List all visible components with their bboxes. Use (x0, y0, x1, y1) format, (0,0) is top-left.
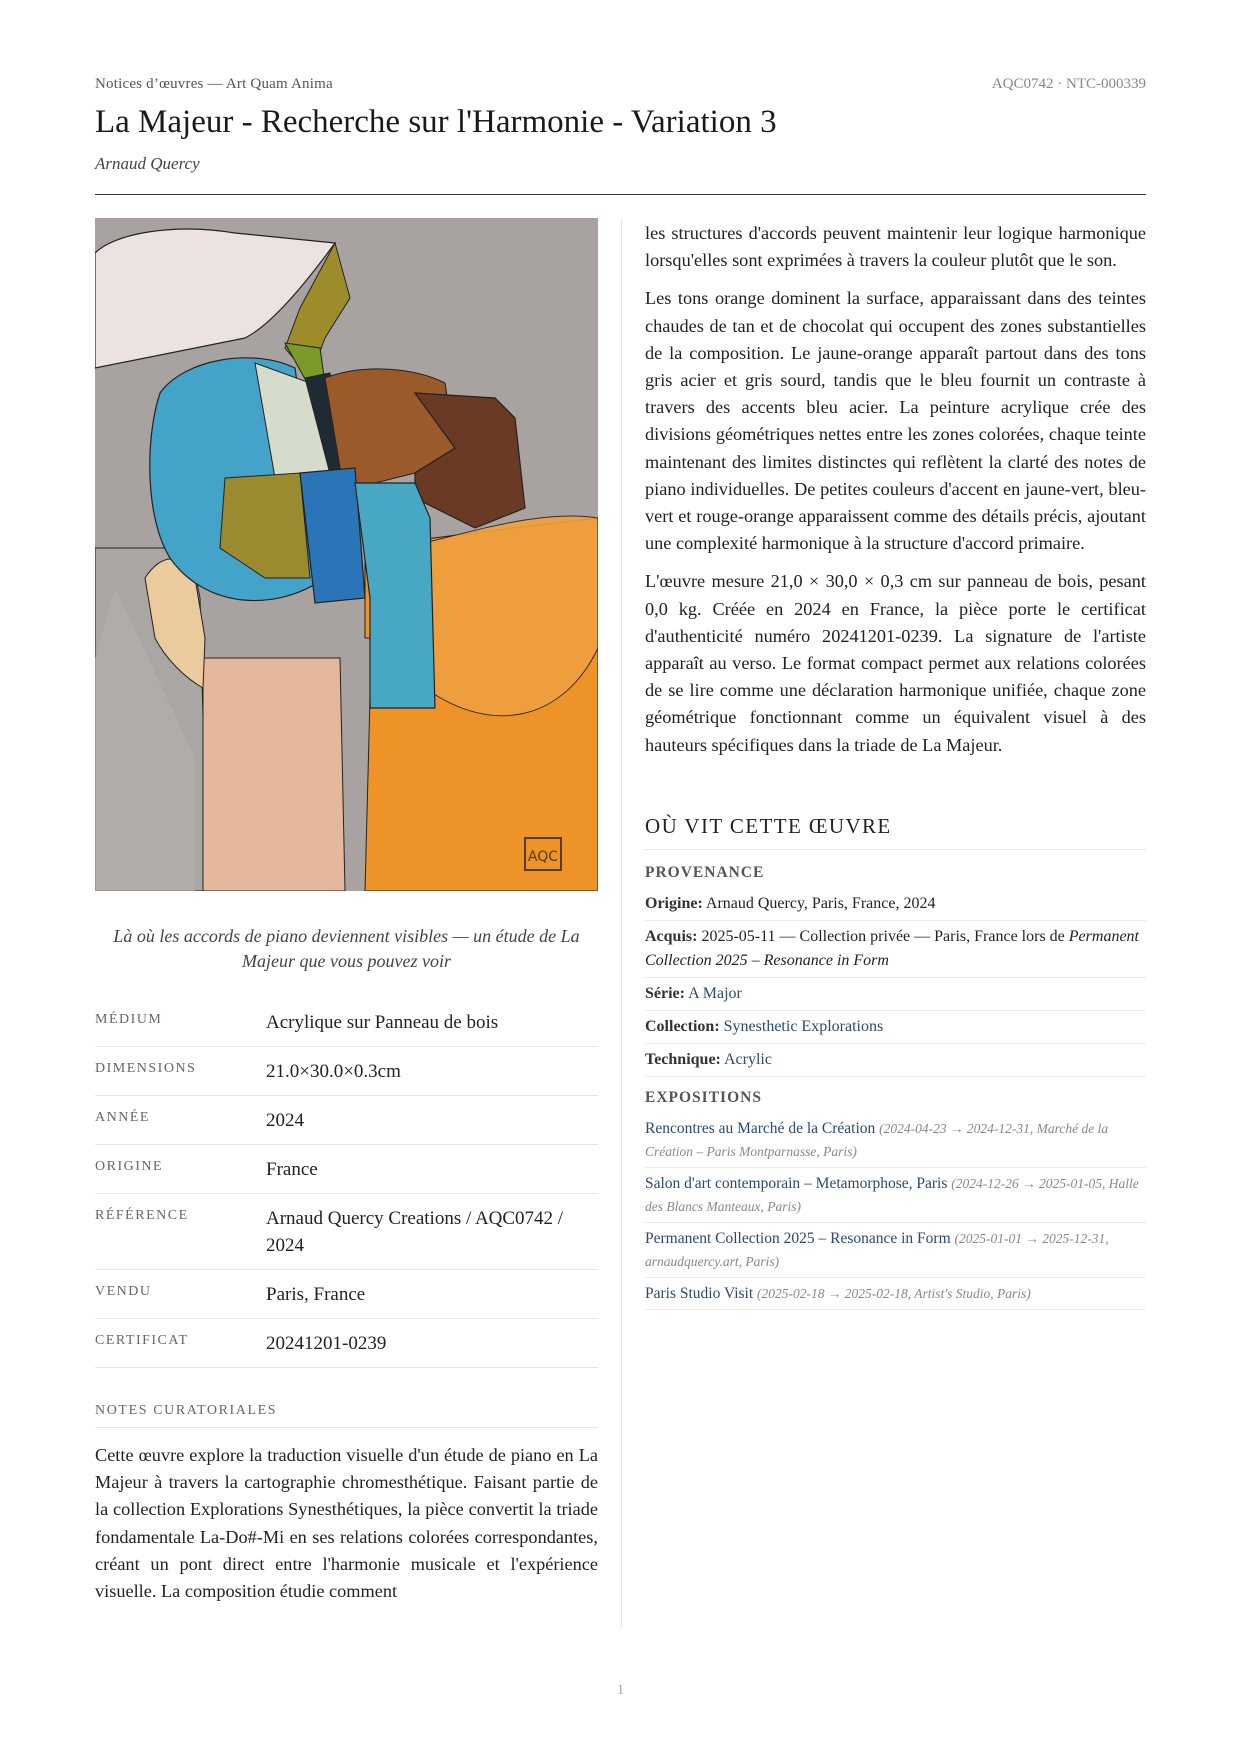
artwork-title: La Majeur - Recherche sur l'Harmonie - Variation 3 (95, 104, 777, 140)
fact-value: 21.0×30.0×0.3cm (266, 1061, 401, 1082)
artwork-signature: AQC (527, 849, 559, 865)
fact-value: Acrylique sur Panneau de bois (266, 1012, 499, 1033)
curatorial-notes-dimensions-paragraph: L'œuvre mesure 21,0 × 30,0 × 0,3 cm sur panneau de bois, pesant 0,0 kg. Créée en 2024 en France, la pièce porte le certificat d'authenticité numéro 20241201-0239. La signature de l'artiste apparaît au verso. Le format compact permet aux relations colorées de se lire comme une déclaration harmonique unifiée, chaque zone géométrique fonctionnant comme un équivalent visuel à des hauteurs spécifiques dans la triade de La Majeur. (645, 571, 1146, 755)
series-kicker: Notices d’œuvres — Art Quam Anima (95, 76, 333, 92)
exhibition-meta: (2025-01-01 → 2025-12-31, arnaudquercy.art, Paris) (645, 1230, 1109, 1269)
curatorial-notes-paragraph: Cette œuvre explore la traduction visuelle d'un étude de piano en La Majeur à travers la cartographie chromesthétique. Faisant partie de la collection Explorations Synesthétiques, la pièce convertit la triade fondamentale La-Do#-Mi en ses relations colorées correspondantes, créant un pont direct entre l'harmonie musicale et l'expérience visuelle. La composition étudie comment (95, 1445, 598, 1602)
fact-value: France (266, 1159, 318, 1180)
header-rule (95, 194, 1146, 195)
exhibitions-heading: EXPOSITIONS (645, 1088, 762, 1106)
artist-name: Arnaud Quercy (95, 154, 200, 173)
exhibition-item (645, 1113, 1146, 1168)
collection-label: Collection: (645, 1017, 720, 1035)
facts-table (95, 998, 598, 1368)
fact-row-medium (95, 998, 598, 1047)
series-link[interactable]: A Major (688, 984, 742, 1002)
exhibition-link[interactable]: Permanent Collection 2025 – Resonance in Form (645, 1229, 951, 1247)
provenance-collection (645, 1011, 1146, 1044)
exhibition-item (645, 1168, 1146, 1223)
fact-row-year (95, 1096, 598, 1145)
exhibition-meta: (2024-12-26 → 2025-01-05, Halle des Blancs Manteaux, Paris) (645, 1175, 1139, 1214)
provenance-technique (645, 1044, 1146, 1077)
fact-row-sold (95, 1270, 598, 1319)
acquired-event: Permanent Collection 2025 – Resonance in Form (645, 927, 1139, 969)
fact-label: ORIGINE (95, 1159, 164, 1174)
fact-value: Arnaud Quercy Creations / AQC0742 / 2024 (266, 1208, 564, 1256)
origin-label: Origine: (645, 894, 703, 912)
provenance-series (645, 978, 1146, 1011)
exhibition-link[interactable]: Salon d'art contemporain – Metamorphose, Paris (645, 1174, 948, 1192)
fact-value: Paris, France (266, 1284, 366, 1305)
artwork-caption: Là où les accords de piano deviennent visibles — un étude de La Majeur que vous pouvez voir (113, 926, 580, 971)
provenance-acquired (645, 921, 1146, 978)
acquired-value: 2025-05-11 — Collection privée — Paris, France lors de (701, 927, 1065, 945)
exhibition-item (645, 1223, 1146, 1278)
page-number: 1 (616, 1682, 625, 1698)
fact-label: ANNÉE (95, 1110, 150, 1125)
left-column (95, 218, 598, 1605)
fact-value: 2024 (266, 1110, 304, 1131)
fact-row-origin (95, 1145, 598, 1194)
artwork-image (95, 218, 598, 891)
series-label: Série: (645, 984, 685, 1002)
exhibition-link[interactable]: Paris Studio Visit (645, 1284, 754, 1302)
fact-row-dimensions (95, 1047, 598, 1096)
curatorial-notes-color-paragraph: Les tons orange dominent la surface, apparaissant dans des teintes chaudes de tan et de chocolat qui occupent des zones substantielles de la composition. Le jaune-orange apparaît partout dans des tons gris acier et gris sourd, tandis que le bleu fournit un contraste à travers des accents bleu acier. La peinture acrylique crée des divisions géométriques nettes entre les zones colorées, chaque teinte maintenant des limites distinctes qui reflètent la clarté des notes de piano individuelles. De petites couleurs d'accent en jaune-vert, bleu-vert et rouge-orange apparaissent comme des détails précis, ajoutant une complexité harmonique à la structure d'accord primaire. (645, 288, 1146, 554)
right-column (645, 218, 1146, 1310)
fact-value: 20241201-0239 (266, 1333, 387, 1354)
fact-row-certificate (95, 1319, 598, 1368)
collection-link[interactable]: Synesthetic Explorations (723, 1017, 884, 1035)
technique-label: Technique: (645, 1050, 721, 1068)
provenance-origin (645, 888, 1146, 921)
exhibition-meta: (2024-04-23 → 2024-12-31, Marché de la Création – Paris Montparnasse, Paris) (645, 1120, 1109, 1159)
technique-link[interactable]: Acrylic (724, 1050, 772, 1068)
exhibition-item (645, 1278, 1146, 1310)
fact-label: RÉFÉRENCE (95, 1208, 189, 1223)
exhibition-meta: (2025-02-18 → 2025-02-18, Artist's Studio, Paris) (757, 1285, 1031, 1301)
curatorial-notes-continuation: les structures d'accords peuvent maintenir leur logique harmonique lorsqu'elles sont exprimées à travers la couleur plutôt que le son. (645, 223, 1146, 271)
fact-label: MÉDIUM (95, 1012, 163, 1027)
where-it-lives-heading: OÙ VIT CETTE ŒUVRE (645, 814, 1146, 850)
origin-value: Arnaud Quercy, Paris, France, 2024 (705, 894, 936, 912)
fact-label: DIMENSIONS (95, 1061, 197, 1076)
acquired-label: Acquis: (645, 927, 698, 945)
fact-row-reference (95, 1194, 598, 1270)
reference-code: AQC0742 · NTC-000339 (991, 76, 1146, 92)
fact-label: VENDU (95, 1284, 152, 1299)
provenance-heading: PROVENANCE (645, 863, 765, 881)
exhibition-link[interactable]: Rencontres au Marché de la Création (645, 1119, 876, 1137)
curatorial-notes-heading: NOTES CURATORIALES (95, 1403, 598, 1428)
fact-label: CERTIFICAT (95, 1333, 189, 1348)
column-divider (621, 218, 622, 1628)
